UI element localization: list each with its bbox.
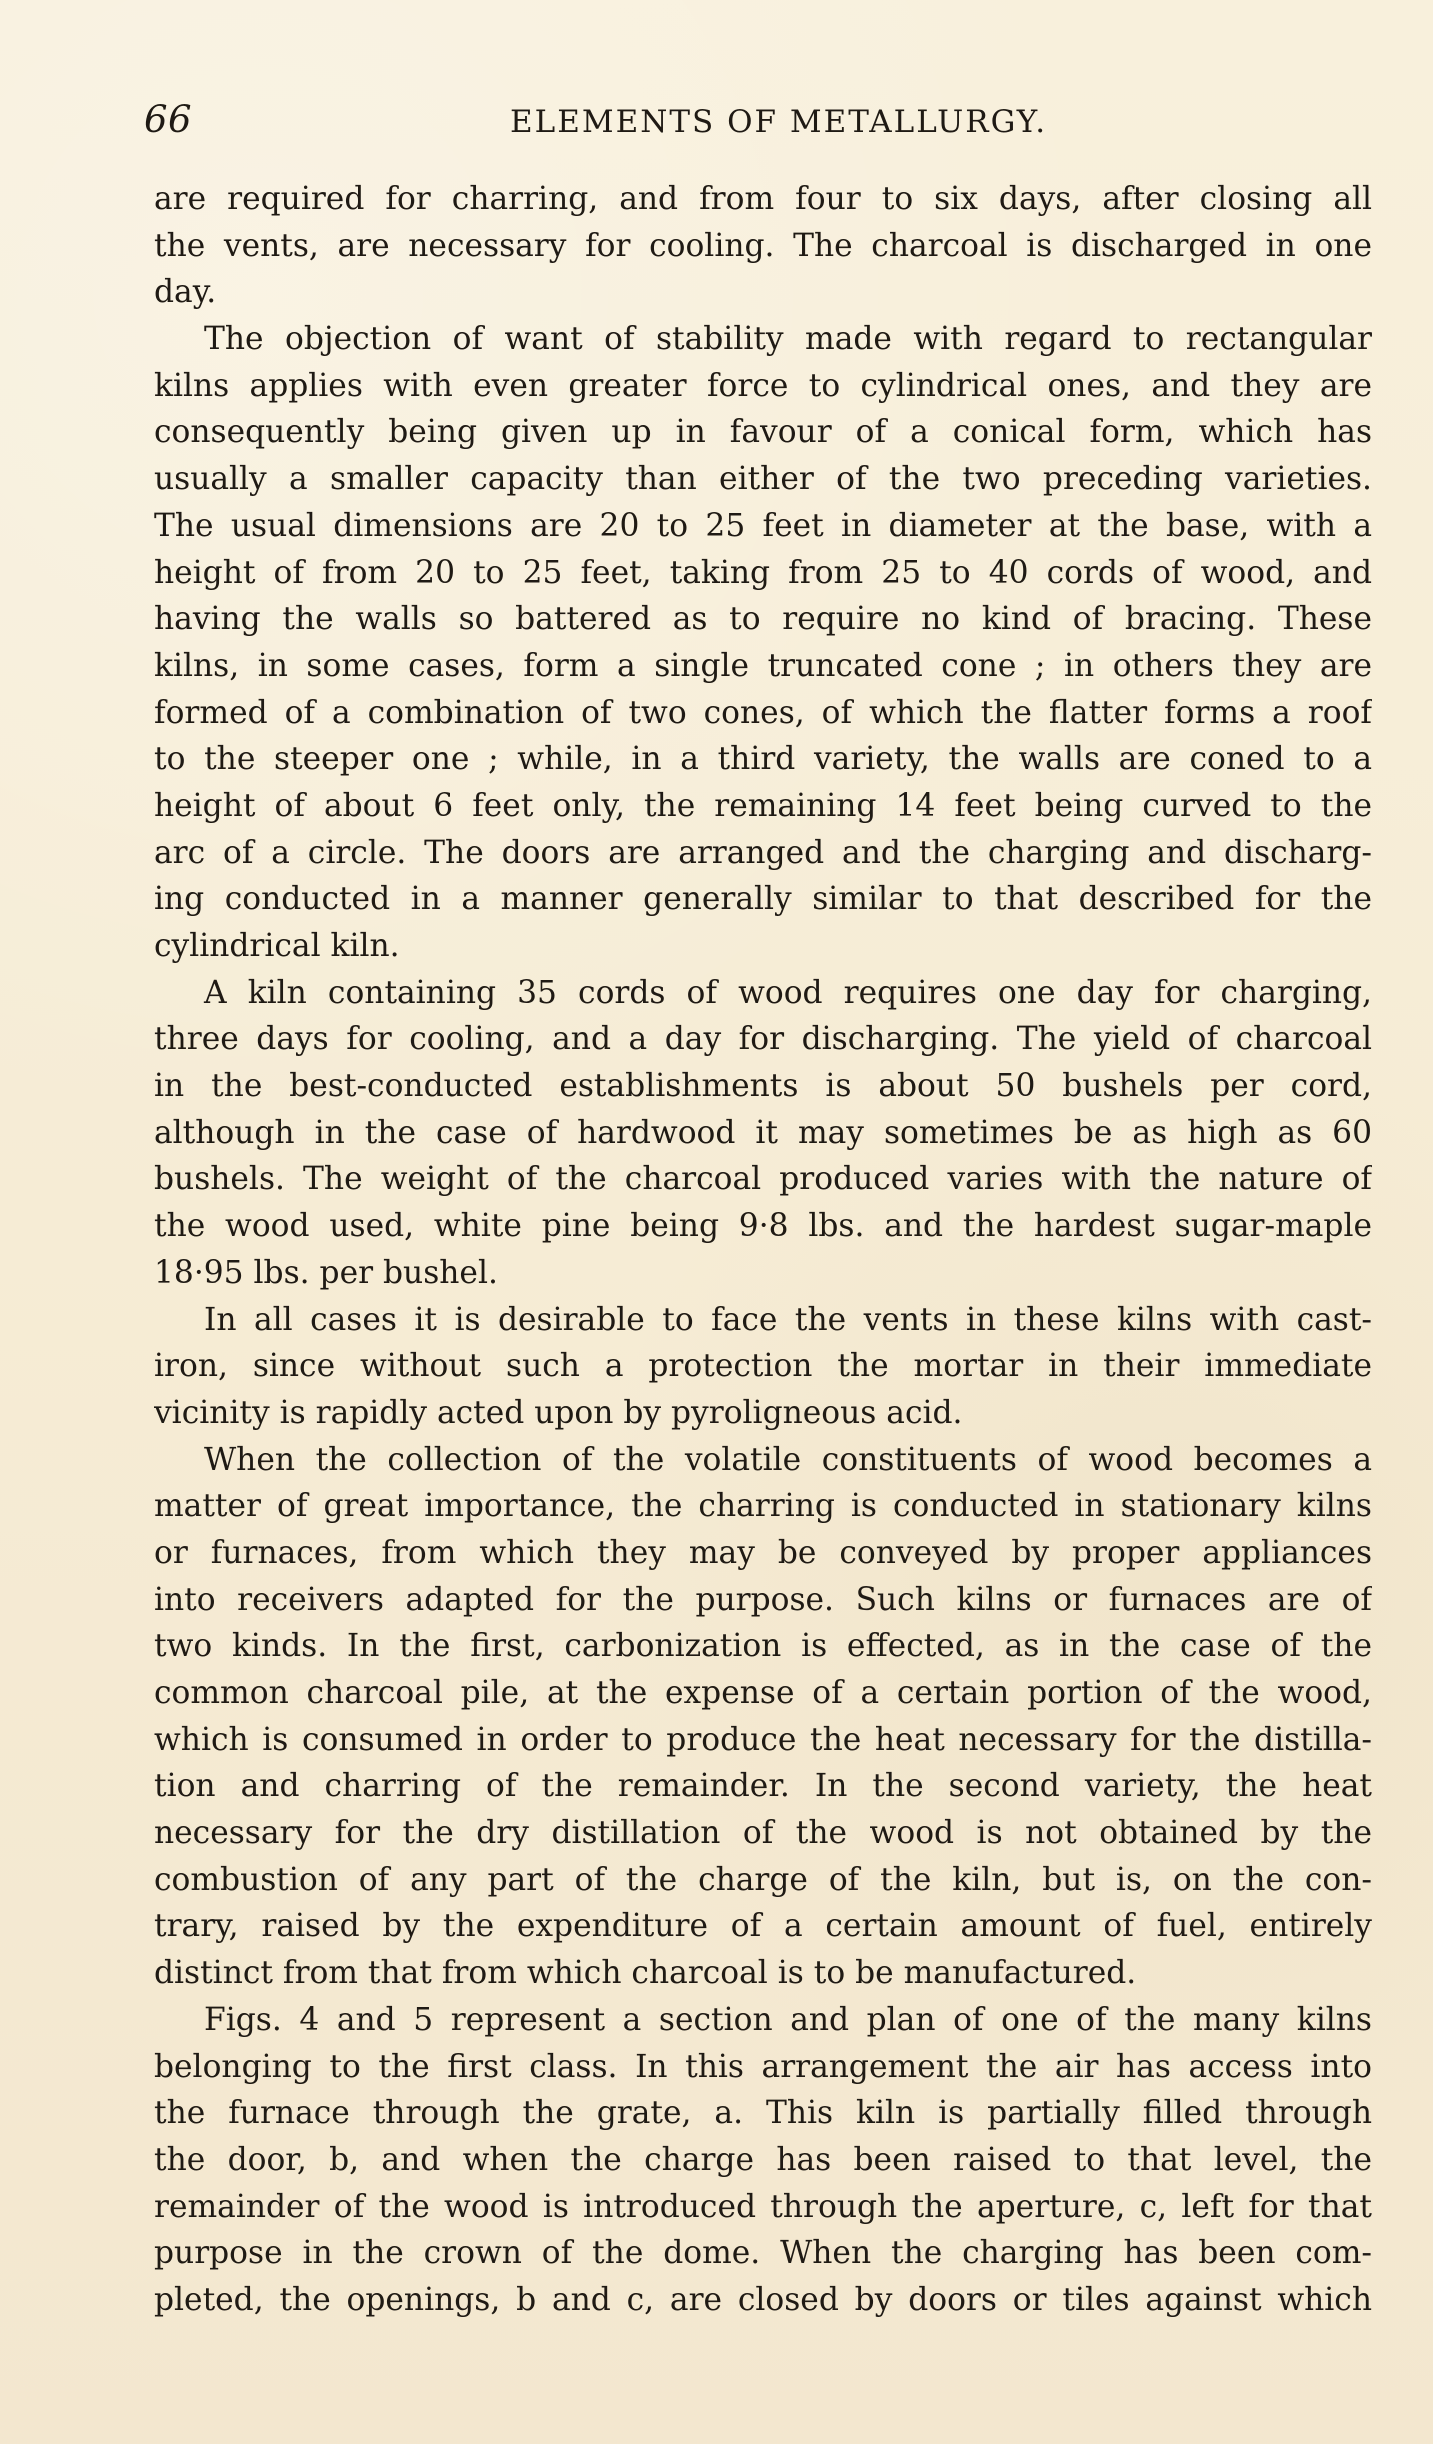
text-line: formed of a combination of two cones, of which the flatter forms a roof bbox=[154, 694, 1372, 731]
text-line: necessary for the dry distillation of the wood is not obtained by the bbox=[154, 1815, 1372, 1852]
text-line: combustion of any part of the charge of the kiln, but is, on the con- bbox=[154, 1861, 1372, 1898]
text-line: tion and charring of the remainder. In the second variety, the heat bbox=[154, 1768, 1372, 1805]
text-line: having the walls so battered as to require no kind of bracing. These bbox=[154, 601, 1372, 638]
text-line: Figs. 4 and 5 represent a section and plan of one of the many kilns bbox=[204, 2001, 1372, 2038]
text-line: the door, b, and when the charge has been raised to that level, the bbox=[154, 2141, 1372, 2178]
text-line: into receivers adapted for the purpose. Such kilns or furnaces are of bbox=[154, 1581, 1372, 1618]
text-line: or furnaces, from which they may be conveyed by proper appliances bbox=[154, 1534, 1372, 1571]
text-line: two kinds. In the first, carbonization is effected, as in the case of the bbox=[154, 1628, 1372, 1665]
text-line: in the best-conducted establishments is about 50 bushels per cord, bbox=[154, 1068, 1372, 1105]
text-line: height of from 20 to 25 feet, taking from 25 to 40 cords of wood, and bbox=[154, 554, 1372, 591]
text-line: the furnace through the grate, a. This kiln is partially filled through bbox=[154, 2095, 1372, 2132]
text-line: common charcoal pile, at the expense of a certain portion of the wood, bbox=[154, 1675, 1372, 1711]
text-line: The objection of want of stability made with regard to rectangular bbox=[204, 321, 1372, 358]
text-line: kilns applies with even greater force to cylindrical ones, and they are bbox=[154, 367, 1372, 404]
text-line: kilns, in some cases, form a single truncated cone ; in others they are bbox=[154, 647, 1372, 684]
text-line: day. bbox=[154, 274, 217, 311]
text-line: the wood used, white pine being 9·8 lbs. and the hardest sugar-maple bbox=[154, 1208, 1372, 1245]
running-title: ELEMENTS OF METALLURGY. bbox=[510, 104, 1048, 140]
text-line: although in the case of hardwood it may sometimes be as high as 60 bbox=[154, 1114, 1372, 1151]
page-number: 66 bbox=[144, 98, 193, 141]
page-header bbox=[144, 98, 1324, 141]
text-line: purpose in the crown of the dome. When the charging has been com- bbox=[154, 2235, 1372, 2272]
text-line: the vents, are necessary for cooling. The charcoal is discharged in one bbox=[154, 227, 1372, 264]
text-line: bushels. The weight of the charcoal produced varies with the nature of bbox=[154, 1161, 1372, 1198]
text-line: cylindrical kiln. bbox=[154, 928, 400, 964]
text-line: pleted, the openings, b and c, are closed by doors or tiles against which bbox=[154, 2281, 1372, 2318]
text-line: A kiln containing 35 cords of wood requires one day for charging, bbox=[204, 974, 1372, 1011]
text-line: When the collection of the volatile constituents of wood becomes a bbox=[204, 1441, 1372, 1478]
text-line: The usual dimensions are 20 to 25 feet in diameter at the base, with a bbox=[154, 507, 1372, 544]
text-line: consequently being given up in favour of a conical form, which has bbox=[154, 414, 1372, 451]
text-line: matter of great importance, the charring is conducted in stationary kilns bbox=[154, 1488, 1372, 1525]
text-line: ing conducted in a manner generally similar to that described for the bbox=[154, 881, 1372, 918]
text-line: 18·95 lbs. per bushel. bbox=[154, 1254, 498, 1291]
text-line: are required for charring, and from four to six days, after closing all bbox=[154, 181, 1372, 217]
text-line: to the steeper one ; while, in a third variety, the walls are coned to a bbox=[154, 741, 1372, 778]
text-line: three days for cooling, and a day for discharging. The yield of charcoal bbox=[154, 1021, 1372, 1058]
text-line: In all cases it is desirable to face the vents in these kilns with cast- bbox=[204, 1301, 1372, 1338]
text-line: which is consumed in order to produce the heat necessary for the distilla- bbox=[154, 1721, 1372, 1758]
text-line: vicinity is rapidly acted upon by pyroligneous acid. bbox=[154, 1394, 963, 1431]
text-line: arc of a circle. The doors are arranged and the charging and discharg- bbox=[154, 834, 1372, 871]
text-line: usually a smaller capacity than either of the two preceding varieties. bbox=[154, 461, 1372, 498]
text-line: iron, since without such a protection the mortar in their immediate bbox=[154, 1348, 1372, 1385]
text-line: belonging to the first class. In this arrangement the air has access into bbox=[154, 2048, 1372, 2085]
text-line: distinct from that from which charcoal is to be manufactured. bbox=[154, 1955, 1137, 1992]
text-line: trary, raised by the expenditure of a certain amount of fuel, entirely bbox=[154, 1908, 1372, 1945]
text-line: height of about 6 feet only, the remaining 14 feet being curved to the bbox=[154, 787, 1372, 824]
text-line: remainder of the wood is introduced through the aperture, c, left for that bbox=[154, 2188, 1372, 2225]
body-text bbox=[154, 176, 1372, 2416]
